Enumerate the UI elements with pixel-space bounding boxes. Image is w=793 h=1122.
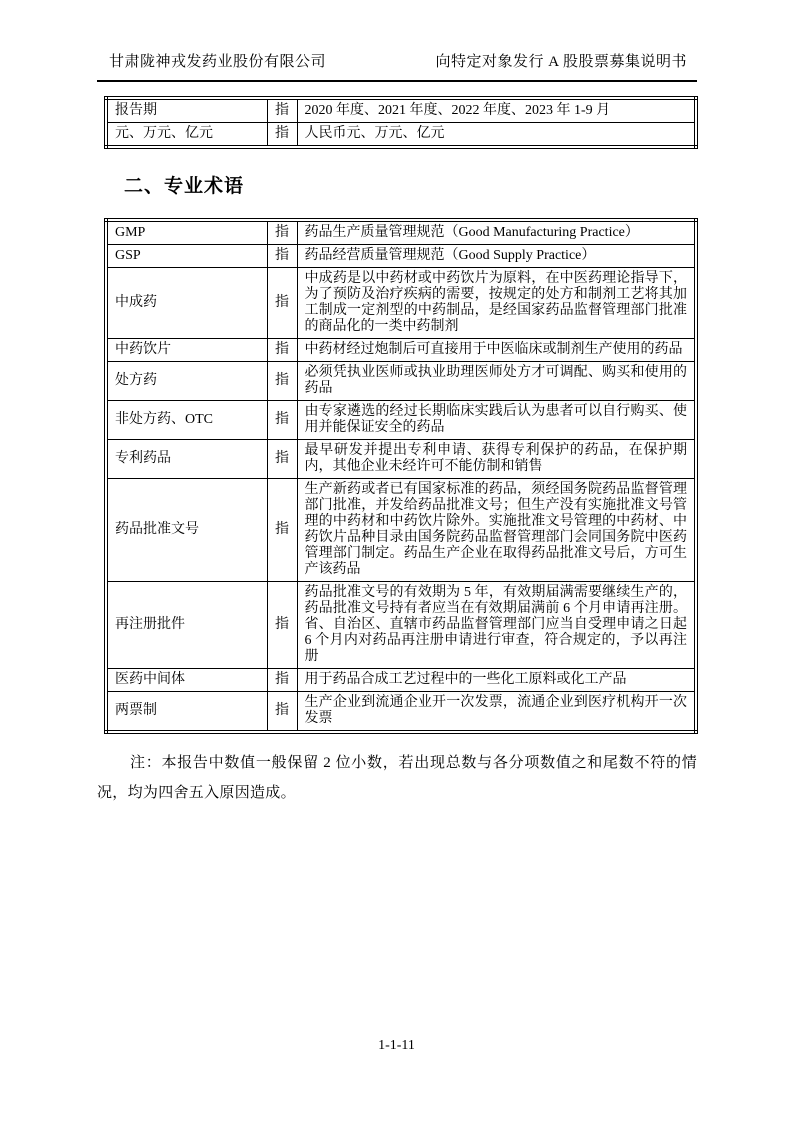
definition-cell: 生产企业到流通企业开一次发票，流通企业到医疗机构开一次发票 (297, 692, 696, 733)
rel-cell: 指 (267, 401, 297, 440)
table-row (106, 220, 696, 245)
definition-cell: 药品批准文号的有效期为 5 年，有效期届满需要继续生产的，药品批准文号持有者应当在有效期届满前 6 个月申请再注册。省、自治区、直辖市药品监督管理部门应当自受理申请之日起 6 个月内对药品再注册申请进行审查，符合规定的，予以再注册 (297, 582, 696, 669)
definition-cell: 中成药是以中药材或中药饮片为原料，在中医药理论指导下，为了预防及治疗疾病的需要，按规定的处方和制剂工艺将其加工制成一定剂型的中药制品，是经国家药品监督管理部门批准的商品化的一类中药制剂 (297, 268, 696, 339)
rel-cell: 指 (267, 339, 297, 362)
table-row (106, 98, 696, 123)
term-cell: 中成药 (106, 268, 267, 339)
rel-cell: 指 (267, 479, 297, 582)
table-row (106, 339, 696, 362)
definition-cell: 由专家遴选的经过长期临床实践后认为患者可以自行购买、使用并能保证安全的药品 (297, 401, 696, 440)
page-content (97, 50, 697, 823)
definition-cell: 药品经营质量管理规范（Good Supply Practice） (297, 245, 696, 268)
definition-cell: 中药材经过炮制后可直接用于中医临床或制剂生产使用的药品 (297, 339, 696, 362)
definition-cell: 药品生产质量管理规范（Good Manufacturing Practice） (297, 220, 696, 245)
table-row (106, 669, 696, 692)
term-cell: 两票制 (106, 692, 267, 733)
term-cell: 医药中间体 (106, 669, 267, 692)
definition-cell: 用于药品合成工艺过程中的一些化工原料或化工产品 (297, 669, 696, 692)
table-row (106, 123, 696, 148)
term-cell: 药品批准文号 (106, 479, 267, 582)
rel-cell: 指 (267, 692, 297, 733)
rel-cell: 指 (267, 669, 297, 692)
rel-cell: 指 (267, 220, 297, 245)
rel-cell: 指 (267, 123, 297, 148)
term-cell: GSP (106, 245, 267, 268)
table-row (106, 362, 696, 401)
table-row (106, 245, 696, 268)
table-row (106, 479, 696, 582)
header-company-name: 甘肃陇神戎发药业股份有限公司 (109, 54, 327, 70)
rel-cell: 指 (267, 268, 297, 339)
term-cell: 元、万元、亿元 (106, 123, 267, 148)
rounding-note: 注：本报告中数值一般保留 2 位小数，若出现总数与各分项数值之和尾数不符的情况，均为四舍五入原因造成。 (97, 755, 697, 801)
term-cell: 再注册批件 (106, 582, 267, 669)
definitions-table (104, 96, 698, 149)
term-cell: 处方药 (106, 362, 267, 401)
table-row (106, 401, 696, 440)
terms-table (104, 218, 698, 734)
definition-cell: 必须凭执业医师或执业助理医师处方才可调配、购买和使用的药品 (297, 362, 696, 401)
running-header (97, 50, 697, 82)
rel-cell: 指 (267, 98, 297, 123)
definition-cell: 生产新药或者已有国家标准的药品，须经国务院药品监督管理部门批准，并发给药品批准文号；但生产没有实施批准文号管理的中药材和中药饮片除外。实施批准文号管理的中药材、中药饮片品种目录由国务院药品监督管理部门会同国务院中医药管理部门制定。药品生产企业在取得药品批准文号后，方可生产该药品 (297, 479, 696, 582)
definition-cell: 2020 年度、2021 年度、2022 年度、2023 年 1-9 月 (297, 98, 696, 123)
term-cell: 专利药品 (106, 440, 267, 479)
table-row (106, 268, 696, 339)
rel-cell: 指 (267, 245, 297, 268)
rel-cell: 指 (267, 362, 297, 401)
definition-cell: 人民币元、万元、亿元 (297, 123, 696, 148)
header-doc-title: 向特定对象发行 A 股股票募集说明书 (435, 54, 687, 70)
term-cell: 报告期 (106, 98, 267, 123)
definition-cell: 最早研发并提出专利申请、获得专利保护的药品，在保护期内，其他企业未经许可不能仿制和销售 (297, 440, 696, 479)
rel-cell: 指 (267, 440, 297, 479)
table-row (106, 692, 696, 733)
table-row (106, 440, 696, 479)
term-cell: 中药饮片 (106, 339, 267, 362)
term-cell: 非处方药、OTC (106, 401, 267, 440)
rel-cell: 指 (267, 582, 297, 669)
table-row (106, 582, 696, 669)
section-title: 二、专业术语 (124, 176, 245, 197)
term-cell: GMP (106, 220, 267, 245)
page-number: 1-1-11 (378, 1038, 415, 1053)
